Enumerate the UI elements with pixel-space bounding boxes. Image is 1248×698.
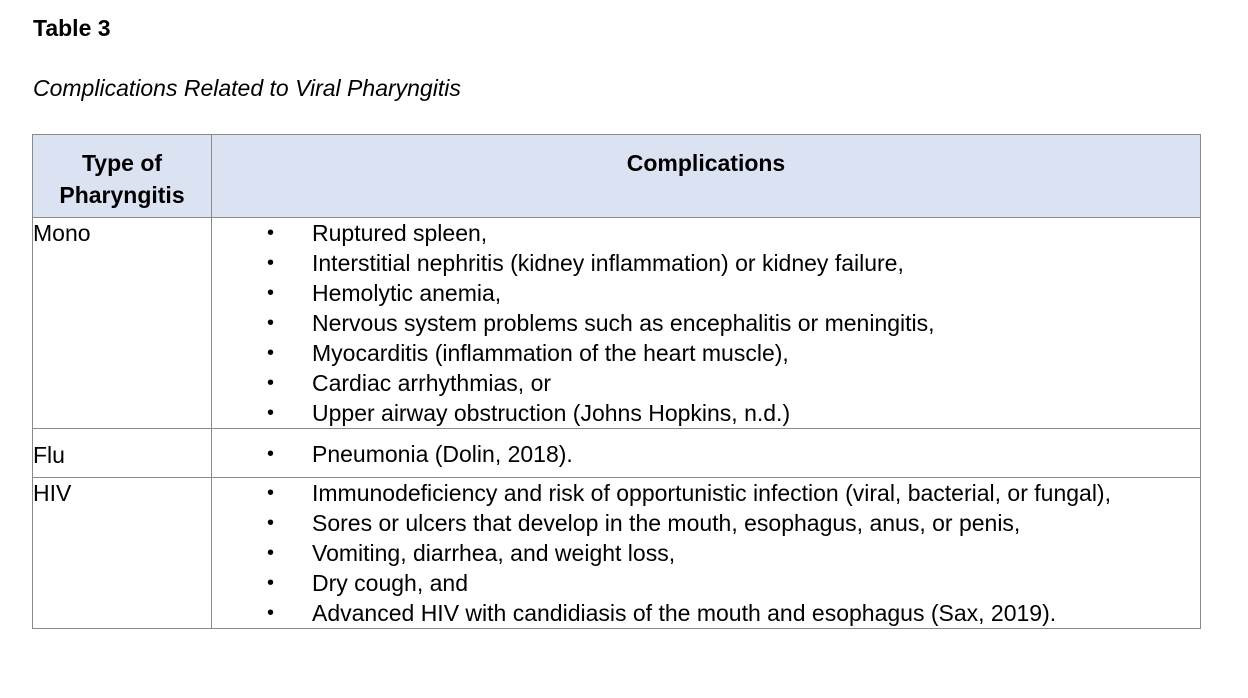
table-caption: Complications Related to Viral Pharyngitis <box>33 75 461 101</box>
list-item <box>212 368 1200 398</box>
list-item <box>212 278 1200 308</box>
list-item <box>212 308 1200 338</box>
list-item <box>212 568 1200 598</box>
bullet-icon: • <box>267 512 275 534</box>
complications-list <box>212 218 1200 428</box>
bullet-icon: • <box>267 602 275 624</box>
list-item <box>212 478 1200 508</box>
bullet-icon: • <box>267 402 275 424</box>
complications-cell <box>212 218 1201 429</box>
table-number: Table 3 <box>33 15 111 41</box>
table-row-flu <box>33 429 1201 478</box>
bullet-icon: • <box>267 282 275 304</box>
table-row-mono <box>33 218 1201 429</box>
list-item-text: Vomiting, diarrhea, and weight loss, <box>312 540 676 566</box>
type-cell: Mono <box>33 218 212 429</box>
list-item-text: Immunodeficiency and risk of opportunistic infection (viral, bacterial, or fungal), <box>312 480 1111 506</box>
list-item-text: Upper airway obstruction (Johns Hopkins, n.d.) <box>312 400 791 426</box>
list-item <box>212 508 1200 538</box>
list-item <box>212 538 1200 568</box>
complications-list <box>212 439 1200 469</box>
list-item-text: Dry cough, and <box>312 570 468 596</box>
complications-cell <box>212 478 1201 629</box>
bullet-icon: • <box>267 222 275 244</box>
header-type-line-1: Type of <box>81 150 163 176</box>
header-type-of-pharyngitis <box>33 135 212 218</box>
list-item-text: Pneumonia (Dolin, 2018). <box>312 441 573 467</box>
list-item-text: Nervous system problems such as encephalitis or meningitis, <box>312 310 935 336</box>
complications-cell <box>212 429 1201 478</box>
list-item-text: Ruptured spleen, <box>312 220 488 246</box>
list-item-text: Hemolytic anemia, <box>312 280 502 306</box>
list-item <box>212 218 1200 248</box>
bullet-icon: • <box>267 372 275 394</box>
list-item <box>212 338 1200 368</box>
list-item-text: Cardiac arrhythmias, or <box>312 370 552 396</box>
list-item-text: Interstitial nephritis (kidney inflammation) or kidney failure, <box>312 250 904 276</box>
bullet-icon: • <box>267 443 275 465</box>
list-item-text: Sores or ulcers that develop in the mouth, esophagus, anus, or penis, <box>312 510 1021 536</box>
list-item-text: Advanced HIV with candidiasis of the mouth and esophagus (Sax, 2019). <box>312 600 1057 626</box>
list-item <box>212 439 1200 469</box>
header-complications: Complications <box>212 135 1201 218</box>
type-cell: Flu <box>33 429 212 478</box>
list-item-text: Myocarditis (inflammation of the heart muscle), <box>312 340 789 366</box>
list-item <box>212 248 1200 278</box>
list-item <box>212 598 1200 628</box>
bullet-icon: • <box>267 542 275 564</box>
bullet-icon: • <box>267 312 275 334</box>
bullet-icon: • <box>267 572 275 594</box>
bullet-icon: • <box>267 342 275 364</box>
bullet-icon: • <box>267 252 275 274</box>
table-row-hiv <box>33 478 1201 629</box>
complications-table <box>32 134 1201 629</box>
header-row <box>33 135 1201 218</box>
header-type-line-2: Pharyngitis <box>59 182 185 208</box>
list-item <box>212 398 1200 428</box>
bullet-icon: • <box>267 482 275 504</box>
complications-list <box>212 478 1200 628</box>
type-cell: HIV <box>33 478 212 629</box>
